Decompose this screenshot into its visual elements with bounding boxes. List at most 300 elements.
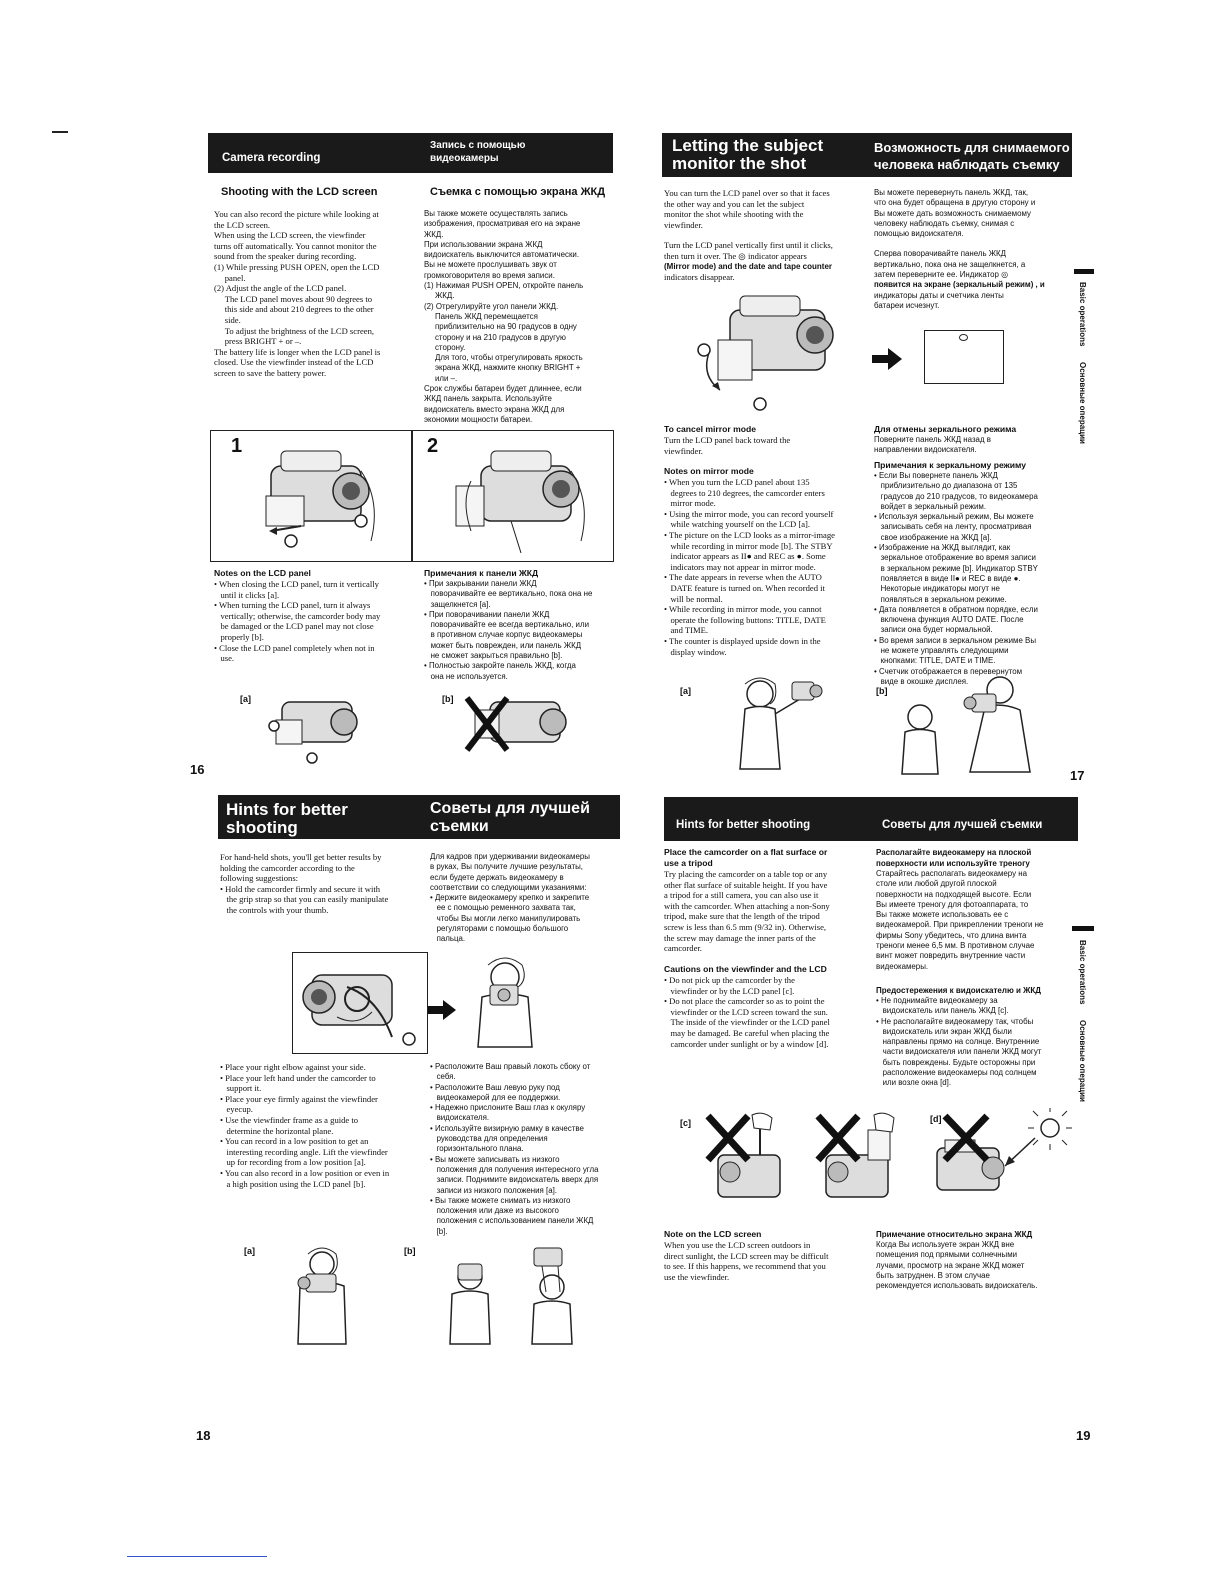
p18-page-number: 18 bbox=[196, 1428, 211, 1443]
text-line: viewfinder or the LCD screen toward the sun. bbox=[664, 1006, 828, 1017]
text-line: положения или даже из высокого bbox=[430, 1206, 559, 1216]
text-line: eyecup. bbox=[220, 1104, 253, 1115]
p17-notes-ru bbox=[874, 471, 1074, 687]
text-line: • Place your left hand under the camcorder to bbox=[220, 1072, 376, 1083]
text-line: then turn it over. The ◎ indicator appears bbox=[664, 250, 807, 261]
text-line: • Не располагайте видеокамеру так, чтобы bbox=[876, 1016, 1034, 1026]
text-line: indicators disappear. bbox=[664, 272, 735, 283]
p19-lcd-text-ru bbox=[876, 1240, 1076, 1291]
text-line: записывать себя на ленту, просматривая bbox=[874, 522, 1032, 532]
p16-notes-ru bbox=[424, 579, 624, 682]
arrow-icon bbox=[428, 1000, 456, 1020]
text-line: поворачивайте ее всегда вертикально, или bbox=[424, 620, 589, 630]
person-recording-illustration bbox=[442, 1242, 592, 1347]
p19-header-ru: Советы для лучшей съемки bbox=[882, 819, 1043, 831]
text-line: войдет в зеркальный режим. bbox=[874, 501, 987, 511]
text-line: monitor the shot while shooting with the bbox=[664, 209, 804, 220]
text-line: Вы не можете прослушивать звук от bbox=[424, 260, 557, 270]
camcorder-illustration bbox=[251, 441, 391, 556]
p18-grip-box bbox=[292, 952, 428, 1054]
text-line: until it clicks [a]. bbox=[214, 589, 280, 600]
text-line: indicator appears as II● and REC as ●. Some bbox=[664, 551, 826, 562]
text-line: помещения под прямыми солнечными bbox=[876, 1250, 1018, 1260]
p17-notes-title-ru: Примечания к зеркальному режиму bbox=[874, 460, 1027, 470]
text-line: vertically; otherwise, the camcorder body may bbox=[214, 610, 381, 621]
camcorder-illustration bbox=[455, 690, 585, 765]
p16-header-right-2: видеокамеры bbox=[430, 153, 499, 164]
text-line: • Расположите Ваш правый локоть сбоку от bbox=[430, 1062, 591, 1071]
text-line: включена функция AUTO DATE. После bbox=[874, 615, 1024, 625]
text-line: the LCD screen. bbox=[214, 219, 271, 230]
text-line: она не используется. bbox=[424, 671, 508, 681]
text-line: • When you turn the LCD panel about 135 bbox=[664, 477, 810, 487]
text-line: may be damaged. Be careful when placing the bbox=[664, 1027, 830, 1038]
text-line: быть повреждены. Будьте осторожны при bbox=[876, 1057, 1036, 1067]
text-line: регуляторами с помощью большого bbox=[430, 924, 569, 934]
text-line: лучами, просмотр на экране ЖКД может bbox=[876, 1260, 1025, 1270]
text-line: The inside of the viewfinder or the LCD panel bbox=[664, 1017, 830, 1028]
text-line: в зеркальном режиме [b]. Индикатор STBY bbox=[874, 563, 1038, 573]
text-line: Try placing the camcorder on a table top or any bbox=[664, 869, 828, 879]
text-line: • Place your eye firmly against the viewfinder bbox=[220, 1093, 378, 1104]
text-line: • Если Вы повернете панель ЖКД bbox=[874, 471, 998, 480]
p19-header bbox=[664, 797, 1078, 841]
p17-header bbox=[662, 133, 1072, 177]
p18-intro-ru bbox=[430, 852, 630, 945]
text-line: треноги менее 6,5 мм. В противном случае bbox=[876, 941, 1035, 951]
p16-section-title-ru: Съемка с помощью экрана ЖКД bbox=[430, 186, 606, 198]
text-line: other flat surface of suitable height. If you have bbox=[664, 879, 828, 890]
p17-cancel-title-en: To cancel mirror mode bbox=[664, 424, 757, 434]
text-line: (2) Adjust the angle of the LCD panel. bbox=[214, 283, 347, 294]
text-line: что она будет обращена в другую сторону и bbox=[874, 198, 1036, 208]
p16-header-right-1: Запись с помощью bbox=[430, 140, 526, 151]
text-line: • You can also record in a low position or even in bbox=[220, 1167, 390, 1178]
text-line: turns off automatically. You cannot monitor the bbox=[214, 240, 377, 251]
text-line bbox=[664, 230, 869, 240]
p17-notes-en bbox=[664, 477, 869, 657]
person-recording-illustration bbox=[720, 674, 840, 774]
text-line: holding the camcorder according to the bbox=[220, 862, 355, 873]
text-line: [b]. bbox=[430, 1226, 448, 1236]
text-line: • Во время записи в зеркальном режиме Вы bbox=[874, 635, 1036, 645]
text-line: видоискатель выключится автоматически. bbox=[424, 250, 580, 260]
p16-step-divider bbox=[411, 431, 413, 561]
text-line: closed. Use the viewfinder instead of the LCD bbox=[214, 357, 374, 368]
sun-exposure-illustration bbox=[925, 1108, 1075, 1203]
text-line: Срок службы батареи будет длиннее, если bbox=[424, 384, 582, 394]
text-line: направлении видоискателя. bbox=[874, 445, 977, 455]
text-line: приблизительно до диапазона от 135 bbox=[874, 481, 1018, 491]
p17-notes-title-en: Notes on mirror mode bbox=[664, 466, 754, 476]
p19-lcd-title-ru: Примечание относительно экрана ЖКД bbox=[876, 1230, 1033, 1239]
text-line: When using the LCD screen, the viewfinder bbox=[214, 230, 366, 241]
text-line: • You can record in a low position to get an bbox=[220, 1136, 369, 1147]
p17-header-ru-2: человека наблюдать съемку bbox=[874, 157, 1060, 172]
arrow-icon bbox=[872, 348, 902, 370]
text-line: если будете держать видеокамеру в bbox=[430, 872, 564, 882]
p16-text-en bbox=[214, 209, 414, 379]
text-line: горизонтального плана. bbox=[430, 1144, 524, 1154]
text-line: помощью видоискателя. bbox=[874, 229, 964, 239]
text-line: while watching yourself on the LCD [a]. bbox=[664, 519, 811, 530]
text-line: and TIME. bbox=[664, 625, 709, 636]
text-line: поворачивайте ее вертикально, пока она не bbox=[424, 589, 593, 599]
text-line: экрана ЖКД, нажмите кнопку BRIGHT + bbox=[424, 363, 581, 373]
text-line: You can also record the picture while looking at bbox=[214, 209, 379, 219]
text-line: direct sunlight, the LCD screen may be difficult bbox=[664, 1250, 829, 1261]
text-line: • When turning the LCD panel, turn it always bbox=[214, 600, 371, 611]
p16-notes-title-en: Notes on the LCD panel bbox=[214, 568, 311, 578]
text-line: виде в окошке дисплея. bbox=[874, 676, 969, 686]
text-line: вертикально, пока она не защелкнется, а bbox=[874, 259, 1026, 269]
p18-header-ru-2: съемки bbox=[430, 818, 489, 835]
text-line: затем переверните ее. Индикатор ◎ bbox=[874, 270, 1008, 280]
p17-cancel-text-ru bbox=[874, 435, 1074, 456]
text-line: Вы также можете осуществлять запись bbox=[424, 209, 568, 218]
text-line: • Place your right elbow against your side. bbox=[220, 1062, 366, 1072]
text-line: видоискателя. bbox=[430, 1113, 490, 1123]
p17-side-en: Basic operations bbox=[1078, 282, 1087, 347]
text-line: the screw may damage the inner parts of the bbox=[664, 932, 816, 943]
text-line: while recording in mirror mode [b]. The STBY bbox=[664, 540, 833, 551]
p16-notes-title-ru: Примечания к панели ЖКД bbox=[424, 568, 539, 578]
text-line: Вы имеете треногу для фотоаппарата, то bbox=[876, 899, 1029, 909]
text-line: • Используя зеркальный режим, Вы можете bbox=[874, 512, 1034, 522]
p18-intro-en bbox=[220, 852, 420, 916]
p19-caution-text-ru bbox=[876, 996, 1076, 1089]
text-line: • Надежно прислоните Ваш глаз к окуляру bbox=[430, 1103, 586, 1113]
p17-label-b: [b] bbox=[876, 686, 888, 696]
p19-side-en: Basic operations bbox=[1078, 940, 1087, 1005]
p18-header bbox=[218, 795, 620, 839]
p19-caution-text-en bbox=[664, 975, 869, 1049]
text-line: направлены прямо на солнце. Внутренние bbox=[876, 1037, 1040, 1047]
text-line: To adjust the brightness of the LCD screen, bbox=[214, 325, 375, 336]
p19-header-en: Hints for better shooting bbox=[676, 819, 811, 831]
camcorder-illustration bbox=[262, 690, 372, 765]
p17-text-en bbox=[664, 188, 869, 283]
p17-cancel-text-en bbox=[664, 435, 864, 456]
text-line: following suggestions: bbox=[220, 873, 299, 884]
text-line: (1) While pressing PUSH OPEN, open the LCD bbox=[214, 261, 380, 272]
text-line: расположение видеокамеры под солнцем bbox=[876, 1068, 1037, 1078]
text-line: зеркальное отображение во время записи bbox=[874, 553, 1036, 563]
text-line: • The counter is displayed upside down in the bbox=[664, 635, 821, 646]
p16-section-title-en: Shooting with the LCD screen bbox=[221, 186, 378, 198]
text-line: You can turn the LCD panel over so that it faces bbox=[664, 188, 830, 198]
text-line: в руках, Вы получите лучшие результаты, bbox=[430, 862, 583, 872]
text-line: Вы можете перевернуть панель ЖКД, так, bbox=[874, 188, 1029, 197]
text-line: be damaged or the LCD panel may not close bbox=[214, 621, 374, 632]
text-line: use the viewfinder. bbox=[664, 1271, 730, 1282]
text-line: или –. bbox=[424, 373, 458, 383]
text-line: • Расположите Ваш левую руку под bbox=[430, 1082, 560, 1092]
text-line: видеокамеры. bbox=[876, 961, 929, 971]
text-line: the grip strap so that you can easily manipulate bbox=[220, 894, 389, 905]
p18-tips-ru bbox=[430, 1062, 630, 1237]
p19-page-number: 19 bbox=[1076, 1428, 1091, 1443]
text-line: mirror mode. bbox=[664, 498, 716, 509]
p19-label-d: [d] bbox=[930, 1114, 942, 1124]
text-line: ЖКД панель закрыта. Используйте bbox=[424, 394, 552, 404]
text-line: determine the horizontal plane. bbox=[220, 1125, 334, 1136]
text-line: в противном случае корпус видеокамеры bbox=[424, 630, 583, 640]
text-line: Располагайте видеокамеру на плоской bbox=[876, 848, 1032, 857]
p19-lcd-text-en bbox=[664, 1240, 869, 1282]
page-mark bbox=[52, 131, 68, 133]
text-line: • Дата появляется в обратном порядке, если bbox=[874, 604, 1038, 614]
text-line: появится на экране (зеркальный режим) , и bbox=[874, 280, 1045, 290]
text-line bbox=[874, 239, 1074, 249]
text-line: положения для получения интересного угла bbox=[430, 1164, 599, 1174]
text-line: записи из низкого положения [a]. bbox=[430, 1185, 557, 1195]
lcd-screen-mirror bbox=[924, 330, 1004, 384]
text-line: видоискатель или панель ЖКД [c]. bbox=[876, 1006, 1009, 1016]
text-line: Для кадров при удерживании видеокамеры bbox=[430, 852, 590, 861]
text-line: use a tripod bbox=[664, 858, 713, 868]
text-line: Панель ЖКД перемещается bbox=[424, 311, 538, 321]
text-line: При использовании экрана ЖКД bbox=[424, 239, 543, 249]
text-line: tripod, make sure that the length of the tripod bbox=[664, 911, 820, 922]
text-line: не можете управлять следующими bbox=[874, 646, 1009, 656]
text-line: DATE feature is turned on. When recorded it bbox=[664, 582, 825, 593]
p18-label-a: [a] bbox=[244, 1246, 255, 1256]
text-line: приблизительно на 90 градусов в одну bbox=[424, 322, 577, 332]
text-line: display window. bbox=[664, 646, 727, 657]
text-line: (1) Нажимая PUSH OPEN, откройте панель bbox=[424, 281, 584, 291]
p17-page-number: 17 bbox=[1070, 768, 1085, 783]
footer-link-line bbox=[127, 1556, 267, 1557]
text-line: рекомендуется использовать видоискатель. bbox=[876, 1281, 1038, 1291]
text-line: громкоговорителя во время записи. bbox=[424, 270, 555, 280]
text-line: положения с использованием панели ЖКД bbox=[430, 1216, 594, 1226]
text-line: viewfinder. bbox=[664, 219, 703, 230]
text-line: Некоторые индикаторы могут не bbox=[874, 584, 1000, 594]
text-line: быть затруднен. В этом случае bbox=[876, 1270, 990, 1280]
p18-header-en-2: shooting bbox=[226, 818, 298, 837]
text-line: руководства для определения bbox=[430, 1134, 548, 1144]
text-line: • Изображение на ЖКД выглядит, как bbox=[874, 543, 1011, 553]
text-line: this side and about 210 degrees to the other bbox=[214, 304, 374, 315]
p17-header-en-2: monitor the shot bbox=[672, 154, 807, 173]
text-line: camcorder. bbox=[664, 943, 702, 954]
p19-label-c: [c] bbox=[680, 1118, 691, 1128]
text-line: видеокамерой для ее поддержки. bbox=[430, 1092, 561, 1102]
p16-page-number: 16 bbox=[190, 762, 205, 777]
p17-label-a: [a] bbox=[680, 686, 691, 696]
p16-header-left: Camera recording bbox=[222, 152, 321, 164]
text-line: When you use the LCD screen outdoors in bbox=[664, 1240, 811, 1250]
wrong-handling-illustration bbox=[808, 1110, 908, 1205]
text-line: ЖКД. bbox=[424, 229, 444, 239]
text-line: поверхности на подходящей высоте. Если bbox=[876, 889, 1032, 899]
text-line: side. bbox=[214, 314, 241, 325]
text-line: себя. bbox=[430, 1072, 456, 1082]
text-line: винт может повредить внутренние части bbox=[876, 951, 1026, 961]
text-line: Turn the LCD panel back toward the bbox=[664, 435, 791, 445]
p17-header-ru-1: Возможность для снимаемого bbox=[874, 140, 1070, 155]
text-line: поверхности или используйте треногу bbox=[876, 859, 1030, 868]
text-line: соответствии со следующими указаниями: bbox=[430, 882, 587, 892]
p16-label-a: [a] bbox=[240, 694, 251, 704]
p16-step-1: 1 bbox=[231, 435, 243, 457]
p17-side-ru: Основные операции bbox=[1078, 362, 1087, 444]
p19-flat-title-ru bbox=[876, 847, 1081, 869]
p17-header-en-1: Letting the subject bbox=[672, 136, 824, 155]
text-line: viewfinder or by the LCD panel [c]. bbox=[664, 985, 795, 996]
text-line: use. bbox=[214, 653, 235, 664]
p19-flat-text-ru bbox=[876, 869, 1076, 972]
p19-flat-text-en bbox=[664, 869, 869, 954]
p16-header bbox=[208, 133, 613, 173]
text-line: Поверните панель ЖКД назад в bbox=[874, 435, 991, 444]
text-line: will be normal. bbox=[664, 593, 723, 604]
text-line: the other way and you can let the subject bbox=[664, 198, 805, 209]
text-line: видоискатель или экран ЖКД были bbox=[876, 1026, 1012, 1036]
text-line: The battery life is longer when the LCD panel is bbox=[214, 346, 381, 357]
text-line: чтобы Вы могли легко манипулировать bbox=[430, 913, 581, 923]
text-line: • При поворачивании панели ЖКД bbox=[424, 609, 550, 619]
text-line: столе или любой другой плоской bbox=[876, 879, 997, 889]
text-line: кнопками: TITLE, DATE и TIME. bbox=[874, 656, 996, 666]
text-line: to see. If this happens, we recommend that you bbox=[664, 1261, 826, 1272]
p19-side-ru: Основные операции bbox=[1078, 1020, 1087, 1102]
p16-text-ru bbox=[424, 209, 624, 425]
text-line: Сперва поворачивайте панель ЖКД bbox=[874, 249, 1006, 259]
text-line: защелкнется [a]. bbox=[424, 599, 491, 609]
text-line: • Не поднимайте видеокамеру за bbox=[876, 996, 998, 1005]
text-line: появляется в виде II● и REC в виде ●. bbox=[874, 573, 1021, 583]
text-line: with the camcorder. When attaching a non-Sony bbox=[664, 900, 830, 911]
text-line: может быть поврежден, или панель ЖКД bbox=[424, 640, 582, 650]
text-line: Для того, чтобы отрегулировать яркость bbox=[424, 353, 583, 363]
text-line: Старайтесь располагать видеокамеру на bbox=[876, 869, 1027, 878]
text-line: press BRIGHT + or –. bbox=[214, 336, 302, 347]
text-line: For hand-held shots, you'll get better results by bbox=[220, 852, 382, 862]
text-line: interesting recording angle. Lift the viewfinder bbox=[220, 1146, 388, 1157]
text-line: • Using the mirror mode, you can record yourself bbox=[664, 508, 834, 519]
p16-steps-box bbox=[210, 430, 614, 562]
text-line: • Используйте визирную рамку в качестве bbox=[430, 1123, 584, 1133]
p16-notes-en bbox=[214, 579, 414, 664]
text-line: • Use the viewfinder frame as a guide to bbox=[220, 1114, 359, 1125]
text-line: sound from the speaker during recording. bbox=[214, 251, 357, 262]
text-line: • Close the LCD panel completely when not in bbox=[214, 642, 375, 653]
text-line: • Вы также можете снимать из низкого bbox=[430, 1195, 571, 1205]
text-line: • Вы можете записывать из низкого bbox=[430, 1154, 560, 1164]
text-line: Place the camcorder on a flat surface or bbox=[664, 847, 828, 857]
text-line: градусов до 210 градусов, то видеокамера bbox=[874, 491, 1038, 501]
side-tab-marker bbox=[1074, 269, 1094, 274]
p18-header-en-1: Hints for better bbox=[226, 800, 348, 819]
text-line: видеокамерой. При прикреплении треноги не bbox=[876, 920, 1044, 930]
p18-label-b: [b] bbox=[404, 1246, 416, 1256]
text-line: properly [b]. bbox=[214, 631, 264, 642]
p17-cancel-title-ru: Для отмены зеркального режима bbox=[874, 424, 1017, 434]
text-line: • Hold the camcorder firmly and secure it with bbox=[220, 883, 381, 894]
text-line: up for recording from a low position [a]. bbox=[220, 1157, 366, 1168]
text-line: экономии мощности батареи. bbox=[424, 414, 533, 424]
text-line: видоискатель вместо экрана ЖКД для bbox=[424, 404, 565, 414]
wrong-handling-illustration bbox=[700, 1110, 800, 1205]
p18-header-ru-1: Советы для лучшей bbox=[430, 800, 590, 817]
text-line: не сможет закрыться правильно [b]. bbox=[424, 651, 563, 661]
text-line: the controls with your thumb. bbox=[220, 904, 329, 915]
text-line: записи. Поднимите видоискатель вверх для bbox=[430, 1175, 599, 1185]
text-line: ее с помощью ременного захвата так, bbox=[430, 903, 576, 913]
text-line: a high position using the LCD panel [b]. bbox=[220, 1178, 366, 1189]
text-line: пальца. bbox=[430, 934, 466, 944]
text-line: operate the following buttons: TITLE, DATE bbox=[664, 614, 826, 625]
text-line: части видоискателя или панели ЖКД могут bbox=[876, 1047, 1042, 1057]
text-line: • Полностью закройте панель ЖКД, когда bbox=[424, 661, 576, 671]
text-line: индикаторы даты и счетчика ленты bbox=[874, 290, 1004, 300]
text-line: Вы также можете использовать ее с bbox=[876, 910, 1009, 920]
text-line: появляться в зеркальном режиме. bbox=[874, 594, 1007, 604]
text-line: indicators may not appear in mirror mode. bbox=[664, 561, 816, 572]
p16-label-b: [b] bbox=[442, 694, 454, 704]
text-line: viewfinder. bbox=[664, 445, 703, 456]
text-line: • While recording in mirror mode, you cannot bbox=[664, 604, 822, 615]
text-line: • When closing the LCD panel, turn it vertically bbox=[214, 579, 379, 589]
p19-caution-title-ru: Предостережения к видоискателю и ЖКД bbox=[876, 986, 1041, 995]
p19-lcd-title-en: Note on the LCD screen bbox=[664, 1229, 762, 1239]
text-line: • Do not place the camcorder so as to point the bbox=[664, 996, 825, 1007]
text-line: screw is less than 6.5 mm (9/32 in). Otherwise, bbox=[664, 921, 827, 932]
text-line: записи она будет нормальной. bbox=[874, 625, 993, 635]
text-line: свое изображение на ЖКД [a]. bbox=[874, 532, 992, 542]
p16-step-2: 2 bbox=[427, 435, 439, 457]
text-line: • Держите видеокамеру крепко и закрепите bbox=[430, 893, 590, 903]
text-line: изображения, просматривая его на экране bbox=[424, 219, 581, 229]
text-line: • Счетчик отображается в перевернутом bbox=[874, 666, 1023, 676]
text-line: человеку наблюдать съемку, снимая с bbox=[874, 218, 1015, 228]
text-line: support it. bbox=[220, 1083, 262, 1094]
person-recording-illustration bbox=[460, 955, 550, 1050]
text-line: фирмы Sony убедитесь, что длина винта bbox=[876, 930, 1027, 940]
text-line: (Mirror mode) and the date and tape counter bbox=[664, 261, 833, 271]
person-recording-illustration bbox=[890, 672, 1050, 777]
text-line: The LCD panel moves about 90 degrees to bbox=[214, 293, 372, 304]
p17-text-ru bbox=[874, 188, 1074, 311]
text-line: или возле окна [d]. bbox=[876, 1078, 952, 1088]
camcorder-grip-illustration bbox=[297, 957, 423, 1049]
text-line: panel. bbox=[214, 272, 246, 283]
camcorder-illustration bbox=[451, 441, 601, 556]
text-line: • The picture on the LCD looks as a mirror-image bbox=[664, 529, 835, 540]
text-line: ЖКД. bbox=[424, 291, 455, 301]
text-line: батареи исчезнут. bbox=[874, 300, 940, 310]
text-line: camcorder under sunlight or by a window [d]. bbox=[664, 1038, 829, 1049]
p19-flat-title-en bbox=[664, 847, 869, 869]
text-line: a tripod for a still camera, you can also use it bbox=[664, 890, 819, 901]
text-line: сторону и на 210 градусов в другую bbox=[424, 332, 566, 342]
text-line: Когда Вы используете экран ЖКД вне bbox=[876, 1240, 1015, 1249]
text-line: Turn the LCD panel vertically first until it clicks, bbox=[664, 240, 833, 251]
p18-tips-en bbox=[220, 1062, 420, 1189]
side-tab-marker bbox=[1072, 926, 1094, 931]
text-line: • При закрывании панели ЖКД bbox=[424, 579, 537, 588]
text-line: degrees to 210 degrees, the camcorder enters bbox=[664, 487, 825, 498]
text-line: • The date appears in reverse when the AUTO bbox=[664, 572, 822, 583]
mirror-indicator-icon bbox=[959, 334, 968, 341]
text-line: • Do not pick up the camcorder by the bbox=[664, 975, 795, 985]
p19-caution-title-en: Cautions on the viewfinder and the LCD bbox=[664, 964, 827, 974]
text-line: сторону. bbox=[424, 342, 466, 352]
camcorder-mirror-illustration bbox=[690, 290, 850, 415]
text-line: (2) Отрегулируйте угол панели ЖКД. bbox=[424, 301, 559, 311]
